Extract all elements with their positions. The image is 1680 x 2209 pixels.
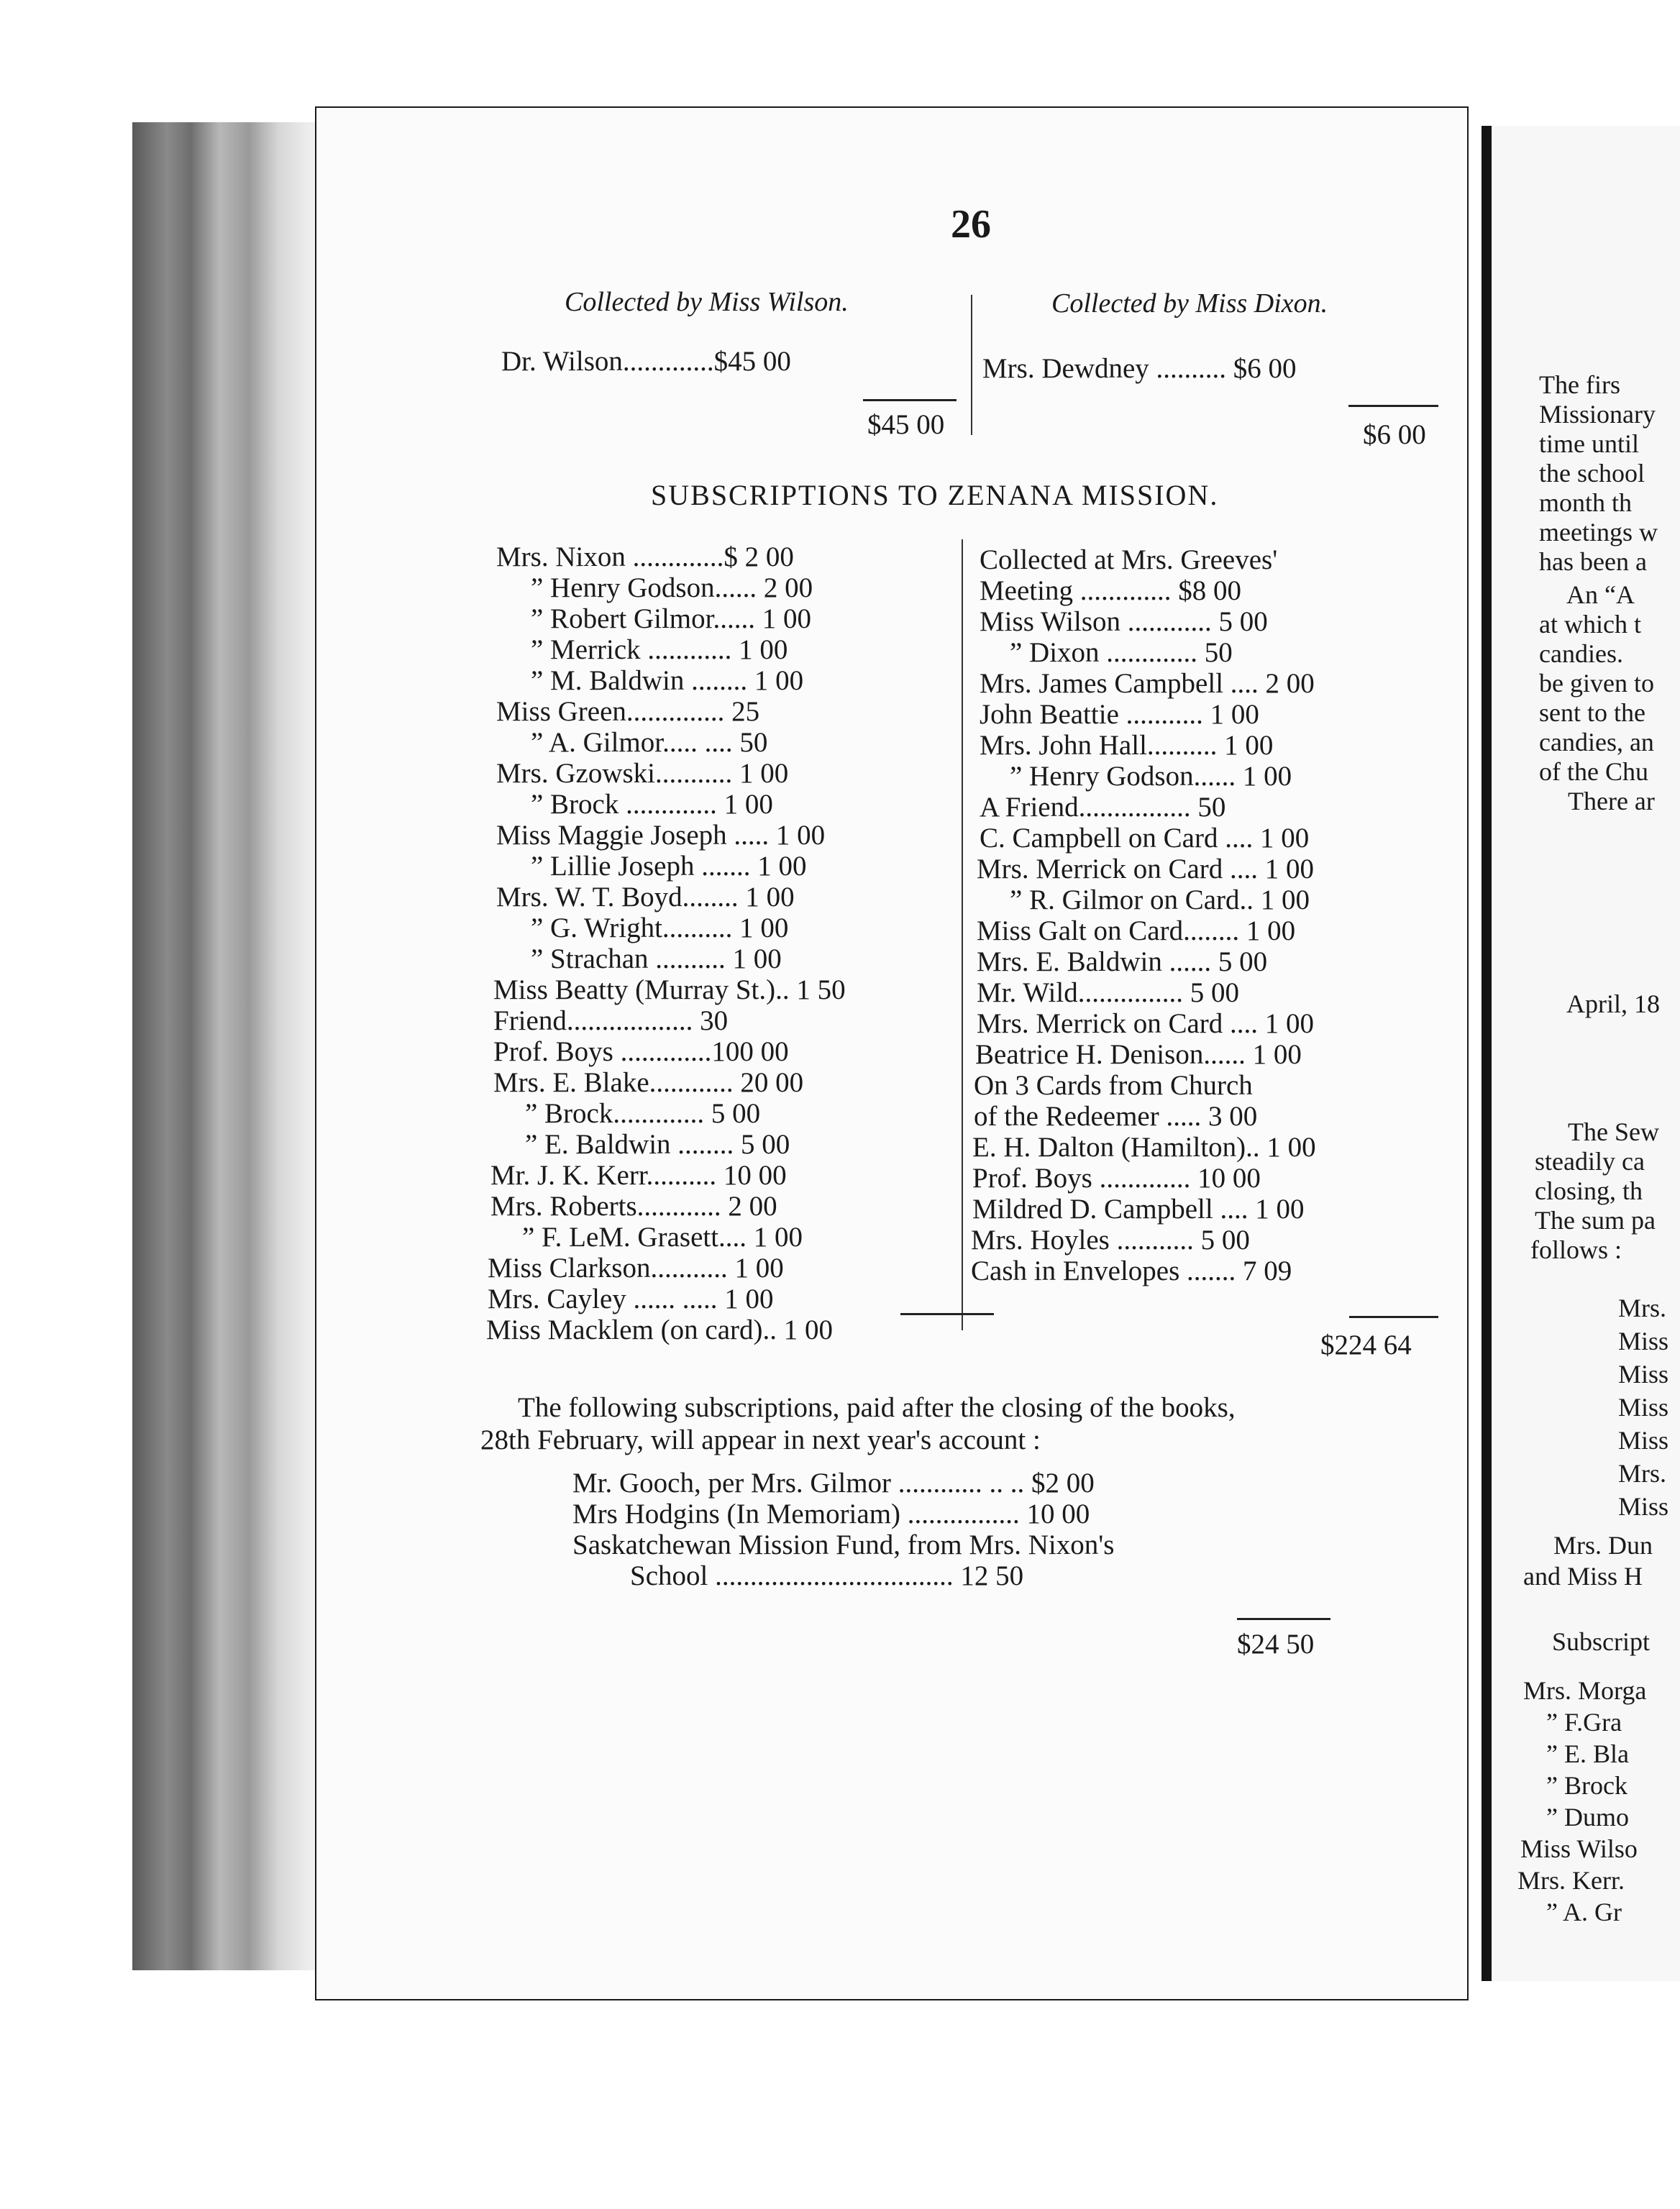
left-row: ” Brock ............. 1 00 xyxy=(531,789,773,820)
left-row: ” F. LeM. Grasett.... 1 00 xyxy=(522,1222,803,1253)
left-row: Mrs. W. T. Boyd........ 1 00 xyxy=(496,882,795,913)
list-column-divider xyxy=(962,539,963,1330)
fragment: time until xyxy=(1539,429,1639,458)
fragment: be given to xyxy=(1539,669,1654,698)
fragment: Miss xyxy=(1618,1426,1669,1455)
wilson-total-rule xyxy=(863,399,957,401)
fragment: Missionary xyxy=(1539,400,1656,429)
note-item: Mr. Gooch, per Mrs. Gilmor ............ .. .. $2 00 xyxy=(572,1468,1095,1499)
wilson-total: $45 00 xyxy=(867,409,945,440)
page-number: 26 xyxy=(951,202,991,247)
fragment: meetings w xyxy=(1539,518,1658,546)
left-row: Mrs. Roberts............ 2 00 xyxy=(490,1191,777,1222)
right-row: Mrs. John Hall.......... 1 00 xyxy=(980,730,1274,761)
fragment: closing, th xyxy=(1535,1176,1643,1205)
right-row: of the Redeemer ..... 3 00 xyxy=(974,1101,1258,1132)
right-row: ” Dixon ............. 50 xyxy=(1010,637,1233,668)
fragment: Mrs. Morga xyxy=(1523,1676,1647,1705)
right-row: Miss Wilson ............ 5 00 xyxy=(980,606,1268,637)
fragment: ” A. Gr xyxy=(1546,1898,1622,1926)
right-row: Collected at Mrs. Greeves' xyxy=(980,544,1278,575)
fragment: ” E. Bla xyxy=(1546,1739,1629,1768)
right-row: Mrs. E. Baldwin ...... 5 00 xyxy=(977,946,1268,977)
fragment: Miss Wilso xyxy=(1520,1834,1638,1863)
right-row: C. Campbell on Card .... 1 00 xyxy=(980,823,1310,854)
fragment: ” F.Gra xyxy=(1546,1708,1622,1737)
left-row: Miss Macklem (on card).. 1 00 xyxy=(486,1314,833,1345)
left-row: Mr. J. K. Kerr.......... 10 00 xyxy=(490,1160,787,1191)
fragment: of the Chu xyxy=(1539,757,1648,786)
note-line-1: The following subscriptions, paid after the closing of the books, xyxy=(518,1392,1236,1423)
left-row: ” G. Wright.......... 1 00 xyxy=(531,913,789,943)
left-row: Miss Maggie Joseph ..... 1 00 xyxy=(496,820,826,851)
left-row: Miss Clarkson........... 1 00 xyxy=(488,1253,784,1284)
fragment: Mrs. xyxy=(1618,1459,1667,1488)
fragment: Mrs. xyxy=(1618,1294,1667,1322)
fragment: month th xyxy=(1539,488,1633,517)
right-row: Mrs. Hoyles ........... 5 00 xyxy=(971,1225,1250,1256)
fragment: Miss xyxy=(1618,1393,1669,1422)
left-row: Mrs. Cayley ...... ..... 1 00 xyxy=(488,1284,774,1314)
page-edges xyxy=(132,122,327,1970)
right-row: Cash in Envelopes ....... 7 09 xyxy=(971,1256,1292,1286)
wilson-row: Dr. Wilson.............$45 00 xyxy=(501,346,791,377)
left-row: ” E. Baldwin ........ 5 00 xyxy=(525,1129,790,1160)
fragment: Miss xyxy=(1618,1360,1669,1389)
note-total: $24 50 xyxy=(1237,1629,1315,1660)
page-end-rule xyxy=(900,1313,994,1315)
wilson-heading: Collected by Miss Wilson. xyxy=(565,287,849,317)
fragment: There ar xyxy=(1568,787,1655,815)
fragment: at which t xyxy=(1539,610,1641,639)
fragment: and Miss H xyxy=(1523,1562,1643,1591)
fragment: Miss xyxy=(1618,1327,1669,1355)
fragment: April, 18 xyxy=(1566,989,1660,1018)
fragment: Mrs. Kerr. xyxy=(1517,1866,1625,1895)
fragment: follows : xyxy=(1530,1235,1622,1264)
fragment: ” Brock xyxy=(1546,1771,1628,1800)
note-item: Saskatchewan Mission Fund, from Mrs. Nixon's xyxy=(572,1529,1115,1560)
right-row: Prof. Boys ............. 10 00 xyxy=(972,1163,1261,1194)
right-row: Beatrice H. Denison...... 1 00 xyxy=(975,1039,1302,1070)
left-row: ” Henry Godson...... 2 00 xyxy=(531,572,813,603)
left-row: ” Merrick ............ 1 00 xyxy=(531,634,788,665)
right-row: Mr. Wild............... 5 00 xyxy=(977,977,1239,1008)
fragment: An “A xyxy=(1566,580,1635,609)
right-row: ” R. Gilmor on Card.. 1 00 xyxy=(1010,884,1310,915)
fragment: candies, an xyxy=(1539,728,1654,756)
fragment: The Sew xyxy=(1568,1117,1659,1146)
left-row: ” M. Baldwin ........ 1 00 xyxy=(531,665,804,696)
left-row: ” A. Gilmor..... .... 50 xyxy=(531,727,768,758)
right-row: John Beattie ........... 1 00 xyxy=(980,699,1259,730)
note-item: Mrs Hodgins (In Memoriam) ................ 10 00 xyxy=(572,1499,1090,1529)
main-title: SUBSCRIPTIONS TO ZENANA MISSION. xyxy=(651,479,1219,511)
right-row: ” Henry Godson...... 1 00 xyxy=(1010,761,1292,792)
fragment: candies. xyxy=(1539,639,1623,668)
right-row: Mrs. Merrick on Card .... 1 00 xyxy=(977,1008,1315,1039)
left-row: ” Lillie Joseph ....... 1 00 xyxy=(531,851,807,882)
left-row: Mrs. E. Blake............ 20 00 xyxy=(493,1067,804,1098)
dixon-total: $6 00 xyxy=(1363,419,1426,450)
fragment: The firs xyxy=(1539,370,1620,399)
fragment: ” Dumo xyxy=(1546,1803,1629,1831)
fragment: has been a xyxy=(1539,547,1647,576)
right-row: Mildred D. Campbell .... 1 00 xyxy=(972,1194,1305,1225)
right-row: A Friend................ 50 xyxy=(980,792,1226,823)
fragment: Subscript xyxy=(1552,1627,1651,1656)
fragment: Mrs. Dun xyxy=(1553,1531,1653,1560)
dixon-heading: Collected by Miss Dixon. xyxy=(1051,288,1328,319)
left-row: Prof. Boys .............100 00 xyxy=(493,1036,789,1067)
note-line-2: 28th February, will appear in next year's account : xyxy=(480,1424,1041,1455)
right-row: Mrs. James Campbell .... 2 00 xyxy=(980,668,1315,699)
left-row: Mrs. Gzowski........... 1 00 xyxy=(496,758,789,789)
fragment: The sum pa xyxy=(1535,1206,1656,1235)
top-column-divider xyxy=(971,295,972,435)
dixon-total-rule xyxy=(1348,405,1438,407)
left-row: Friend.................. 30 xyxy=(493,1005,729,1036)
right-row: Meeting ............. $8 00 xyxy=(980,575,1241,606)
right-row: On 3 Cards from Church xyxy=(974,1070,1253,1101)
note-item: School .................................. 12 50 xyxy=(630,1560,1024,1591)
left-row: Miss Beatty (Murray St.).. 1 50 xyxy=(493,974,846,1005)
right-row: Mrs. Merrick on Card .... 1 00 xyxy=(977,854,1315,884)
fragment: Miss xyxy=(1618,1492,1669,1521)
right-row: E. H. Dalton (Hamilton).. 1 00 xyxy=(972,1132,1316,1163)
right-total-rule xyxy=(1349,1316,1438,1318)
left-row: Miss Green.............. 25 xyxy=(496,696,760,727)
note-total-rule xyxy=(1237,1618,1330,1620)
left-row: ” Strachan .......... 1 00 xyxy=(531,943,782,974)
left-row: ” Robert Gilmor...... 1 00 xyxy=(531,603,811,634)
fragment: steadily ca xyxy=(1535,1147,1645,1176)
right-row: Miss Galt on Card........ 1 00 xyxy=(977,915,1296,946)
left-row: Mrs. Nixon .............$ 2 00 xyxy=(496,541,794,572)
fragment: the school xyxy=(1539,459,1645,488)
left-row: ” Brock............. 5 00 xyxy=(525,1098,761,1129)
right-total: $224 64 xyxy=(1320,1330,1412,1360)
fragment: sent to the xyxy=(1539,698,1645,727)
dixon-row: Mrs. Dewdney .......... $6 00 xyxy=(982,353,1297,384)
